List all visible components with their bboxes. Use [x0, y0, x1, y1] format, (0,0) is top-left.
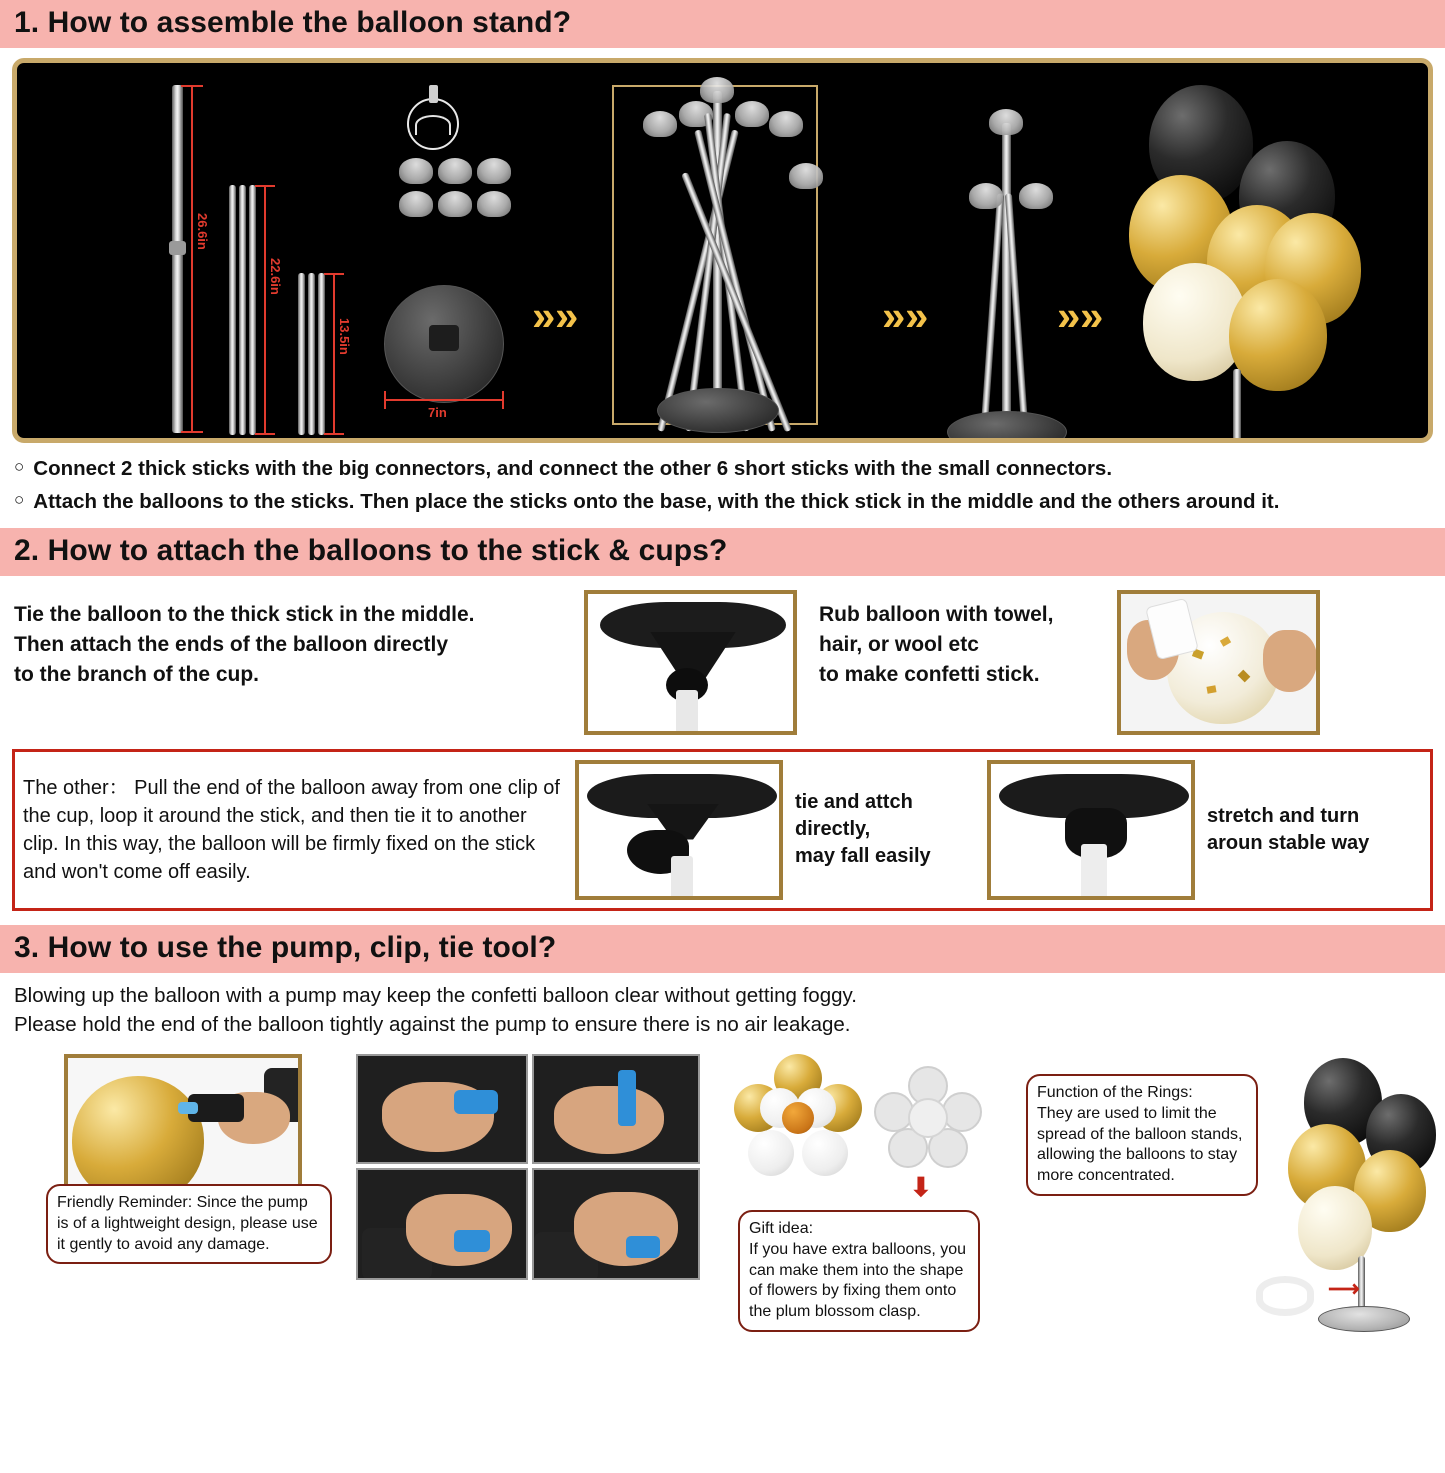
short-stick-b — [308, 273, 315, 435]
dimension-label-13in: 13.5in — [337, 318, 352, 355]
medium-stick-b — [239, 185, 246, 435]
stand-stick-white — [676, 690, 698, 735]
photo-pump-balloon — [64, 1054, 302, 1204]
hand — [554, 1086, 664, 1154]
assembled-branch-cup-4 — [769, 111, 803, 137]
step2-right-text — [807, 590, 1107, 691]
section-3-heading: 3. How to use the pump, clip, tie tool? — [0, 925, 1445, 973]
dim-tick-3a — [324, 273, 344, 275]
callout-rings-function — [1026, 1074, 1258, 1196]
list-item — [14, 488, 1431, 515]
step3-intro-line1: Blowing up the balloon with a pump may keep the confetti balloon clear without getting foggy. — [14, 983, 857, 1007]
callout-gift-idea — [738, 1210, 980, 1332]
gift-idea-text: If you have extra balloons, you can make them into the shape of flowers by fixing them onto the plum blossom clasp. — [749, 1240, 967, 1321]
photo-stretch-and-turn — [987, 760, 1195, 900]
caption-line2: aroun stable way — [1207, 831, 1370, 854]
dimension-label-26in: 26.6in — [195, 213, 210, 250]
small-connector-1 — [399, 158, 433, 184]
dim-line-2 — [264, 185, 266, 435]
callout-friendly-reminder: Friendly Reminder: Since the pump is of a lightweight design, please use it gently to avoid any damage. — [46, 1184, 332, 1264]
pump-nozzle — [178, 1102, 198, 1114]
bullet-text: Attach the balloons to the sticks. Then place the sticks onto the base, with the thick stick in the middle and the others around it. — [33, 490, 1280, 514]
flower-center — [782, 1102, 814, 1134]
small-connector-2 — [438, 158, 472, 184]
clasp-ring — [942, 1092, 982, 1132]
stand-stick-white — [671, 856, 693, 900]
list-item — [14, 455, 1431, 482]
big-connector-stem — [429, 85, 438, 103]
step2-red-text: The other： Pull the end of the balloon away from one clip of the cup, loop it around the stick, and then tie it to another clip. In this way, the balloon will be firmly fixed on the stick and won't come off easily. — [23, 776, 560, 883]
dim-tick-3b — [324, 433, 344, 435]
dim-tick-2a — [255, 185, 275, 187]
photo-tie-to-cup — [584, 590, 797, 735]
small-connector-6 — [477, 191, 511, 217]
medium-stick-c — [249, 185, 256, 435]
assembled-branch-cup-3 — [735, 101, 769, 127]
tie-tool — [626, 1236, 660, 1258]
rings-title: Function of the Rings: — [1037, 1083, 1193, 1101]
step2-right-line3: to make confetti stick. — [819, 663, 1040, 687]
stand-stick-white — [1081, 844, 1107, 900]
dimension-label-22in: 22.6in — [268, 258, 283, 295]
step2-right-line1: Rub balloon with towel, — [819, 602, 1054, 626]
petal — [748, 1130, 794, 1176]
thumb-tie-tool-3 — [356, 1168, 528, 1280]
assembled-branch-cup-5 — [789, 163, 823, 189]
pointer-arrow-icon: ⟶ — [1328, 1275, 1360, 1301]
photo-loop-around-stick — [575, 760, 783, 900]
assembled-branch-cup-1 — [643, 111, 677, 137]
tie-tool — [454, 1230, 490, 1252]
big-connector-arms — [415, 115, 451, 135]
caption-line1: stretch and turn — [1207, 804, 1360, 827]
dim-tick-4a — [384, 391, 386, 409]
step1-bullets — [14, 455, 1431, 516]
assembled-base — [657, 388, 779, 433]
step3-intro — [14, 981, 1431, 1040]
step2-left-line2: Then attach the ends of the balloon directly — [14, 632, 449, 656]
short-stick-a — [298, 273, 305, 435]
step2-left-line1: Tie the balloon to the thick stick in the middle. — [14, 602, 475, 626]
assembled-center-cup — [700, 77, 734, 103]
step3-intro-line2: Please hold the end of the balloon tightly against the pump to ensure there is no air leakage. — [14, 1013, 851, 1037]
folded-stand-base — [947, 411, 1067, 443]
bullet-text: Connect 2 thick sticks with the big connectors, and connect the other 6 short sticks with the small connectors. — [33, 457, 1113, 480]
photo-rub-confetti-balloon — [1117, 590, 1320, 735]
plum-blossom-clasp — [874, 1066, 982, 1170]
thick-stick-long — [172, 85, 183, 433]
thumb-tie-tool-4 — [532, 1168, 700, 1280]
flower-balloon-arrangement — [734, 1054, 862, 1182]
chevron-1: » » — [532, 292, 573, 339]
short-stick-c — [318, 273, 325, 435]
step2-red-callout — [12, 749, 1433, 911]
folded-stand-stick-center — [1002, 123, 1011, 443]
folded-stand-cup-top — [989, 109, 1023, 135]
caption-line1: tie and attch — [795, 791, 913, 813]
rings-text: They are used to limit the spread of the balloon stands, allowing the balloons to stay more concentrated. — [1037, 1104, 1243, 1185]
ring-accessory — [1256, 1276, 1314, 1316]
caption-tie-directly — [795, 789, 975, 870]
bouquet-stick — [1233, 369, 1241, 443]
tie-tool — [618, 1070, 636, 1126]
caption-line2: directly, — [795, 818, 871, 840]
caption-stretch-turn — [1207, 803, 1403, 857]
step2-top-row — [14, 590, 1431, 735]
down-arrow-icon: ⬇ — [910, 1171, 932, 1202]
step2-right-line2: hair, or wool etc — [819, 632, 979, 656]
folded-stand-cup-left — [969, 183, 1003, 209]
small-connector-3 — [477, 158, 511, 184]
petal — [802, 1130, 848, 1176]
section-2-heading: 2. How to attach the balloons to the stick & cups? — [0, 528, 1445, 576]
dim-tick-1a — [181, 85, 203, 87]
dim-line-1 — [191, 85, 193, 433]
folded-stand-cup-right — [1019, 183, 1053, 209]
thumb-tie-tool-1 — [356, 1054, 528, 1164]
small-connector-5 — [438, 191, 472, 217]
confetti-dot — [1206, 685, 1216, 693]
clasp-center — [908, 1098, 948, 1138]
medium-stick-a — [229, 185, 236, 435]
dim-line-3 — [333, 273, 335, 435]
step2-left-line3: to the branch of the cup. — [14, 663, 259, 687]
tie-tool — [454, 1090, 498, 1114]
dimension-label-7in: 7in — [428, 405, 447, 420]
base-center-hub — [429, 325, 459, 351]
dim-tick-1b — [181, 431, 203, 433]
step2-left-text — [14, 590, 574, 691]
thumb-tie-tool-2 — [532, 1054, 700, 1164]
bouquet-base — [1318, 1306, 1410, 1332]
small-connector-4 — [399, 191, 433, 217]
step3-image-grid — [12, 1048, 1433, 1348]
folded-stand-stick-left — [979, 193, 1004, 443]
thick-stick-long-joint — [169, 241, 186, 255]
caption-line3: may fall easily — [795, 845, 931, 867]
hand-right — [1263, 630, 1317, 692]
balloon-gold-4 — [1229, 279, 1327, 391]
section-1-heading: 1. How to assemble the balloon stand? — [0, 0, 1445, 48]
gift-idea-title: Gift idea: — [749, 1219, 814, 1237]
assembly-diagram — [12, 58, 1433, 443]
bullet-dot: ○ — [14, 490, 25, 510]
bullet-dot: ○ — [14, 457, 25, 476]
dim-tick-2b — [255, 433, 275, 435]
dim-line-4 — [384, 399, 504, 401]
chevron-3: » » — [1057, 292, 1098, 339]
dim-tick-4b — [502, 391, 504, 409]
chevron-2: » » — [882, 292, 923, 339]
